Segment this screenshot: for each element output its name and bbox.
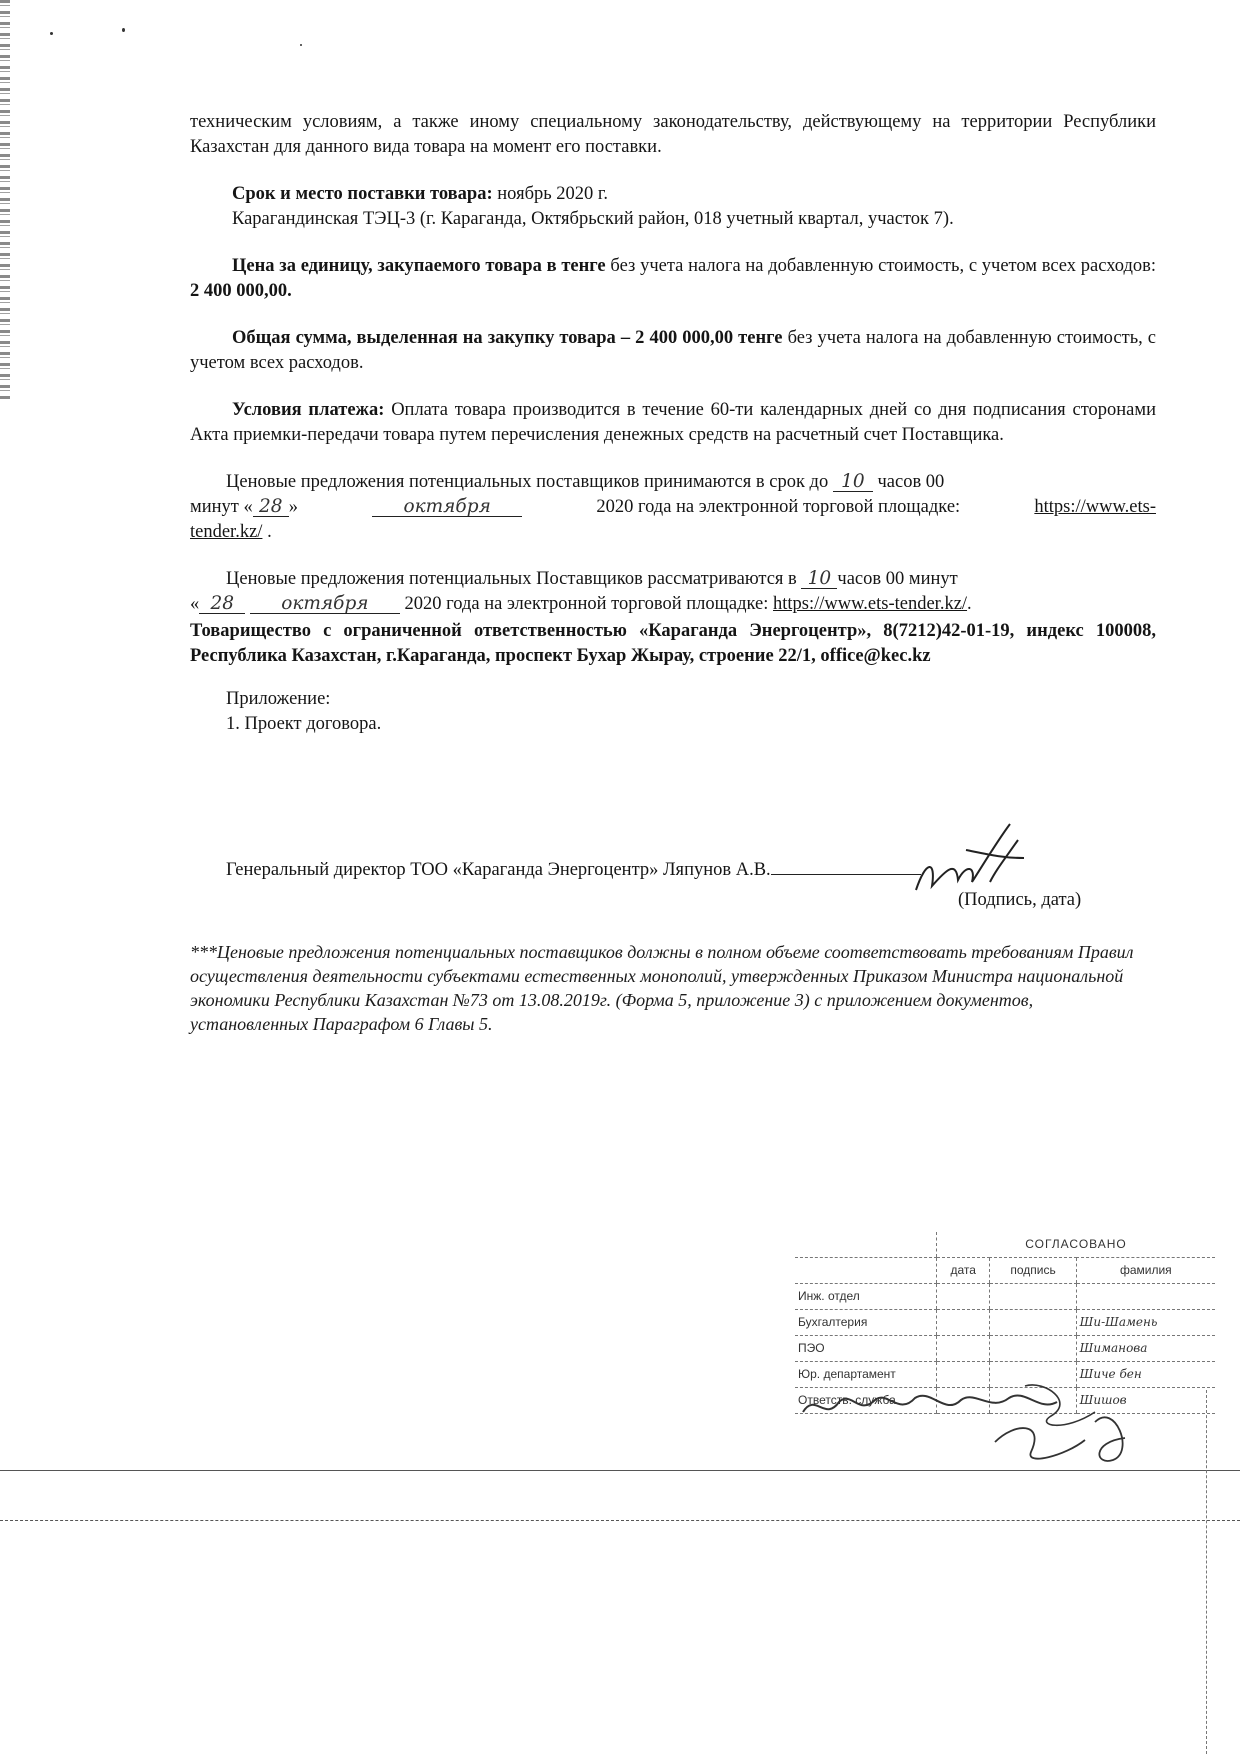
price-value: 2 400 000,00. <box>190 281 292 301</box>
stamp-row-label: Юр. департамент <box>795 1362 937 1388</box>
footnote: ***Ценовые предложения потенциальных поставщиков должны в полном объеме соответствовать требованиям Правил осуществления деятельности субъектами естественных монополий, утвержденных Приказом Министра национальной экономики Республики Казахстан №73 от 13.08.2019г. (Форма 5, приложение 3) с приложением документов, установленных Параграфом 6 Главы 5. <box>190 942 1134 1034</box>
total-paragraph <box>190 326 1156 376</box>
stamp-row-label: ПЭО <box>795 1336 937 1362</box>
stamp-name: Шишов <box>1076 1388 1215 1414</box>
attachment-title: Приложение: <box>226 689 331 709</box>
signature-caption: (Подпись, дата) <box>958 890 1082 910</box>
handwritten-hour: 10 <box>833 473 873 492</box>
price-paragraph <box>190 254 1156 304</box>
scan-cut-line <box>0 1520 1240 1521</box>
payment-text: Оплата товара производится в течение 60-ти календарных дней со дня подписания сторонами Акта приемки-передачи товара путем перечисления денежных средств на расчетный счет Поставщика. <box>190 400 1157 445</box>
total-text: без учета налога на добавленную стоимость, с учетом всех расходов. <box>190 328 1157 373</box>
delivery-term <box>190 182 1156 207</box>
offers-accept-paragraph: Ценовые предложения потенциальных поставщиков принимаются в срок до 10 часов 00 минут « 28 » октября 2020 года на электронной торговой площадке: https://www.ets- tender.kz/ . <box>190 470 1156 545</box>
stamp-name: Шиманова <box>1076 1336 1215 1362</box>
price-label: Цена за единицу, закупаемого товара в тенге <box>232 256 606 276</box>
scan-right-edge <box>1206 1390 1207 1754</box>
stamp-name: Ши-Шамень <box>1076 1310 1215 1336</box>
stamp-row-label: Ответств. служба <box>795 1388 937 1414</box>
scan-speck <box>122 28 125 32</box>
handwritten-day: 28 <box>199 595 245 614</box>
scan-edge-noise <box>0 0 10 400</box>
total-label: Общая сумма, выделенная на закупку товара – 2 400 000,00 тенге <box>232 328 783 348</box>
delivery-label: Срок и место поставки товара: <box>232 184 493 204</box>
stamp-row-label: Инж. отдел <box>795 1284 937 1310</box>
scan-speck <box>50 32 53 35</box>
delivery-term-value: ноябрь 2020 г. <box>497 184 609 204</box>
stamp-name: Шиче бен <box>1076 1362 1215 1388</box>
handwritten-month: октября <box>372 498 522 517</box>
ets-tender-link[interactable]: https://www.ets-tender.kz/ <box>773 594 968 614</box>
scan-speck <box>300 44 302 46</box>
stamp-column-surname: фамилия <box>1076 1258 1215 1284</box>
director-signature-line <box>226 858 921 883</box>
stamp-handwritten-signatures <box>795 1382 1215 1472</box>
company-details: Товарищество с ограниченной ответственностью «Караганда Энергоцентр», 8(7212)42-01-19, индекс 100008, Республика Казахстан, г.Караганда, проспект Бухар Жырау, строение 22/1, office@kec.kz <box>190 621 1156 666</box>
stamp-column-date: дата <box>937 1258 990 1284</box>
handwritten-hour: 10 <box>801 570 837 589</box>
attachment-item: 1. Проект договора. <box>226 714 382 734</box>
director-name: Генеральный директор ТОО «Караганда Энергоцентр» Ляпунов А.В. <box>226 860 771 880</box>
document-body <box>190 110 1156 737</box>
offers-review-paragraph: Ценовые предложения потенциальных Поставщиков рассматриваются в 10 часов 00 минут « 28 октября 2020 года на электронной торговой площадке: https://www.ets-tender.kz/ . <box>190 567 1156 617</box>
delivery-place: Карагандинская ТЭЦ-3 (г. Караганда, Октябрьский район, 018 учетный квартал, участок 7). <box>232 209 954 229</box>
ets-tender-link[interactable]: https://www.ets- <box>1034 497 1156 517</box>
approval-stamp <box>795 1232 1215 1474</box>
stamp-row-label: Бухгалтерия <box>795 1310 937 1336</box>
payment-label: Условия платежа: <box>232 400 385 420</box>
handwritten-month: октября <box>250 595 400 614</box>
payment-paragraph <box>190 398 1156 448</box>
scan-cut-line <box>0 1470 1240 1471</box>
paragraph-conditions: техническим условиям, а также иному специальному законодательству, действующему на территории Республики Казахстан для данного вида товара на момент его поставки. <box>190 112 1156 157</box>
price-text: без учета налога на добавленную стоимость, с учетом всех расходов: <box>610 256 1156 276</box>
stamp-title: СОГЛАСОВАНО <box>937 1232 1216 1258</box>
stamp-column-signature: подпись <box>990 1258 1076 1284</box>
handwritten-day: 28 <box>253 498 289 517</box>
ets-tender-link[interactable]: tender.kz/ <box>190 522 263 542</box>
